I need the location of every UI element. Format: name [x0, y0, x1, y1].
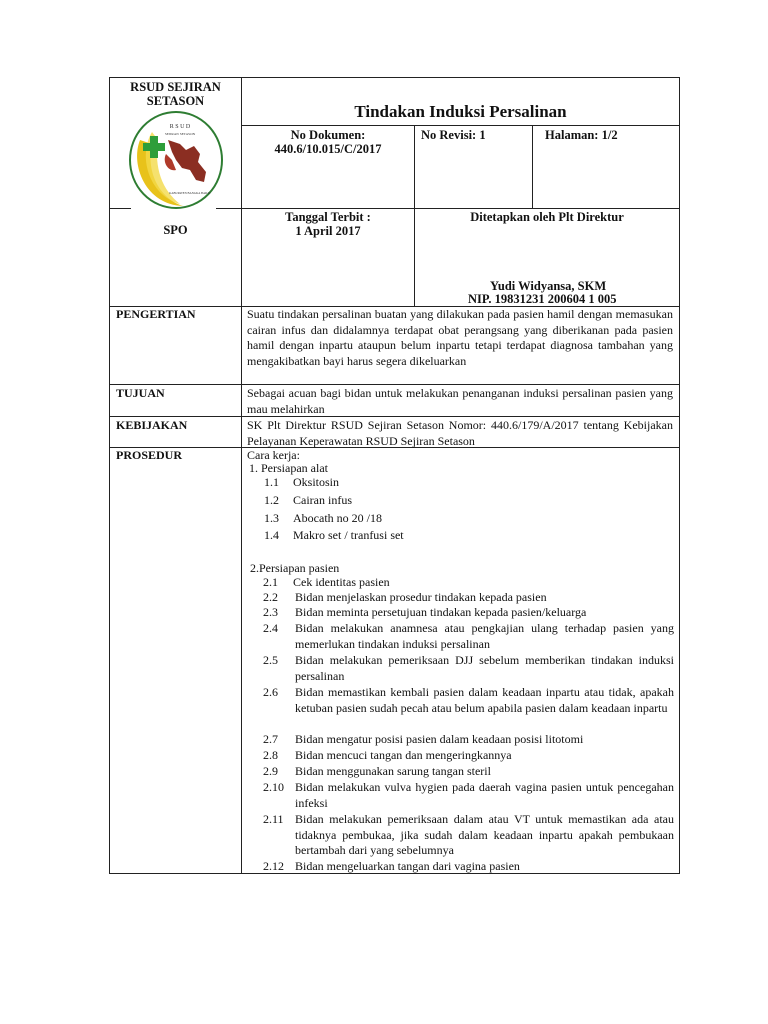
signatory-name: Yudi Widyansa, SKM — [490, 279, 607, 293]
list-item-number: 2.6 — [263, 685, 278, 699]
list-item-text: Bidan menggunakan sarung tangan steril — [295, 764, 491, 778]
list-item-number: 2.4 — [263, 621, 278, 635]
list-item-text: Bidan melakukan pemeriksaan dalam atau VT untuk memastikan ada atau tidaknya pembukaa, jika sudah dalam keadaan inpartu apakah pembukaan bertambah dari yang sebelumnya — [295, 812, 674, 858]
list-item — [263, 685, 674, 733]
list-item-number: 2.2 — [263, 590, 278, 604]
list-item — [263, 605, 674, 621]
list-item-number: 2.5 — [263, 653, 278, 667]
list-item-number: 2.9 — [263, 764, 278, 778]
persiapan-alat-heading: 1. Persiapan alat — [249, 461, 328, 475]
issue-date-label: Tanggal Terbit : — [285, 210, 371, 224]
list-item-text: Abocath no 20 /18 — [293, 511, 382, 525]
list-item — [263, 590, 674, 606]
list-item-text: Bidan melakukan pemeriksaan DJJ sebelum memberikan tindakan induksi persalinan — [295, 653, 674, 683]
table-border-right — [679, 77, 680, 873]
list-item-text: Bidan mengeluarkan tangan dari vagina pasien — [295, 859, 520, 873]
doc-col-divider-2 — [532, 125, 533, 208]
list-item-text: Oksitosin — [293, 475, 340, 489]
list-item — [264, 511, 674, 527]
list-item-number: 2.3 — [263, 605, 278, 619]
page-number: Halaman: 1/2 — [545, 128, 618, 142]
list-item — [263, 575, 674, 591]
list-item — [263, 653, 674, 685]
list-item-text: Bidan melakukan anamnesa atau pengkajian ulang terhadap pasien yang memerlukan tindakan induksi persalinan — [295, 621, 674, 651]
kebijakan-label: KEBIJAKAN — [116, 418, 188, 432]
list-item-number: 2.7 — [263, 732, 278, 746]
list-item-text: Makro set / tranfusi set — [293, 528, 404, 542]
list-item — [264, 528, 674, 544]
doc-number-label: No Dokumen: — [290, 128, 366, 142]
hospital-name: RSUD SEJIRAN SETASON — [130, 80, 221, 108]
list-item — [263, 780, 674, 812]
tujuan-label: TUJUAN — [116, 386, 165, 400]
list-item — [263, 812, 674, 860]
table-border-left — [109, 77, 110, 873]
cara-kerja: Cara kerja: — [247, 448, 300, 462]
tujuan-top — [109, 384, 680, 385]
logo-bottom-text: KABUPATEN BANGKA BARAT — [169, 191, 211, 195]
list-item-text: Bidan melakukan vulva hygien pada daerah vagina pasien untuk pencegahan infeksi — [295, 780, 674, 810]
pengertian-label: PENGERTIAN — [116, 307, 196, 321]
established-by: Ditetapkan oleh Plt Direktur — [470, 210, 624, 224]
hospital-logo-emblem — [128, 110, 225, 210]
pengertian-text: Suatu tindakan persalinan buatan yang dilakukan pada pasien hamil dengan memasukan cairan infus dan didalamnya terdapat obat perangsang yang diberikanan pada pasien hamil dengan inpartu ataupun belum inpartu tetapi terdapat diagnosa tambahan yang mengakibatkan bayi harus segera dikeluarkan — [247, 307, 673, 368]
list-item — [263, 621, 674, 653]
persiapan-pasien-heading: 2.Persiapan pasien — [250, 561, 340, 575]
list-item-text: Bidan memastikan kembali pasien dalam keadaan inpartu atau tidak, apakah ketuban pasien sudah pecah atau belum apabila pasien dalam keadaan inpartu — [295, 685, 674, 715]
doc-number-value: 440.6/10.015/C/2017 — [274, 142, 382, 156]
list-item-number: 1.2 — [264, 493, 279, 507]
list-item-text: Cairan infus — [293, 493, 352, 507]
spo-label: SPO — [163, 223, 188, 237]
issue-date — [242, 210, 414, 238]
list-item-number: 1.3 — [264, 511, 279, 525]
logo-sub-text: SEJIRAN SETASON — [164, 132, 196, 136]
list-item-number: 2.8 — [263, 748, 278, 762]
list-item — [264, 493, 674, 509]
list-item — [263, 732, 674, 748]
list-item — [263, 764, 674, 780]
doc-number — [242, 128, 414, 156]
document-title: Tindakan Induksi Persalinan — [354, 102, 567, 121]
table-border-top — [109, 77, 680, 78]
list-item-text: Bidan meminta persetujuan tindakan kepada pasien/keluarga — [295, 605, 587, 619]
list-item-number: 2.11 — [263, 812, 284, 826]
list-item — [264, 475, 674, 491]
list-item-text: Bidan mencuci tangan dan mengeringkannya — [295, 748, 512, 762]
hospital-logo — [128, 110, 225, 210]
list-item-number: 1.1 — [264, 475, 279, 489]
signatory-nip: NIP. 19831231 200604 1 005 — [468, 292, 617, 306]
list-item-text: Cek identitas pasien — [293, 575, 390, 589]
list-item-text: Bidan menjelaskan prosedur tindakan kepada pasien — [295, 590, 547, 604]
revision-number: No Revisi: 1 — [421, 128, 486, 142]
list-item — [263, 859, 674, 875]
list-item-text: Bidan mengatur posisi pasien dalam keadaan posisi litotomi — [295, 732, 584, 746]
doc-row-divider — [241, 208, 679, 209]
logo-top-text: R S U D — [169, 124, 191, 130]
title-divider — [241, 125, 679, 126]
tujuan-text: Sebagai acuan bagi bidan untuk melakukan penanganan induksi persalinan pasien yang mau melahirkan — [247, 386, 673, 416]
kebijakan-text: SK Plt Direktur RSUD Sejiran Setason Nomor: 440.6/179/A/2017 tentang Kebijakan Pelayanan Keperawatan RSUD Sejiran Setason — [247, 418, 673, 448]
prosedur-label: PROSEDUR — [116, 448, 183, 462]
list-item-number: 2.10 — [263, 780, 284, 794]
list-item-number: 1.4 — [264, 528, 279, 542]
list-item — [263, 748, 674, 764]
column-divider — [241, 77, 242, 873]
issue-date-value: 1 April 2017 — [295, 224, 361, 238]
list-item-number: 2.1 — [263, 575, 278, 589]
list-item-number: 2.12 — [263, 859, 284, 873]
